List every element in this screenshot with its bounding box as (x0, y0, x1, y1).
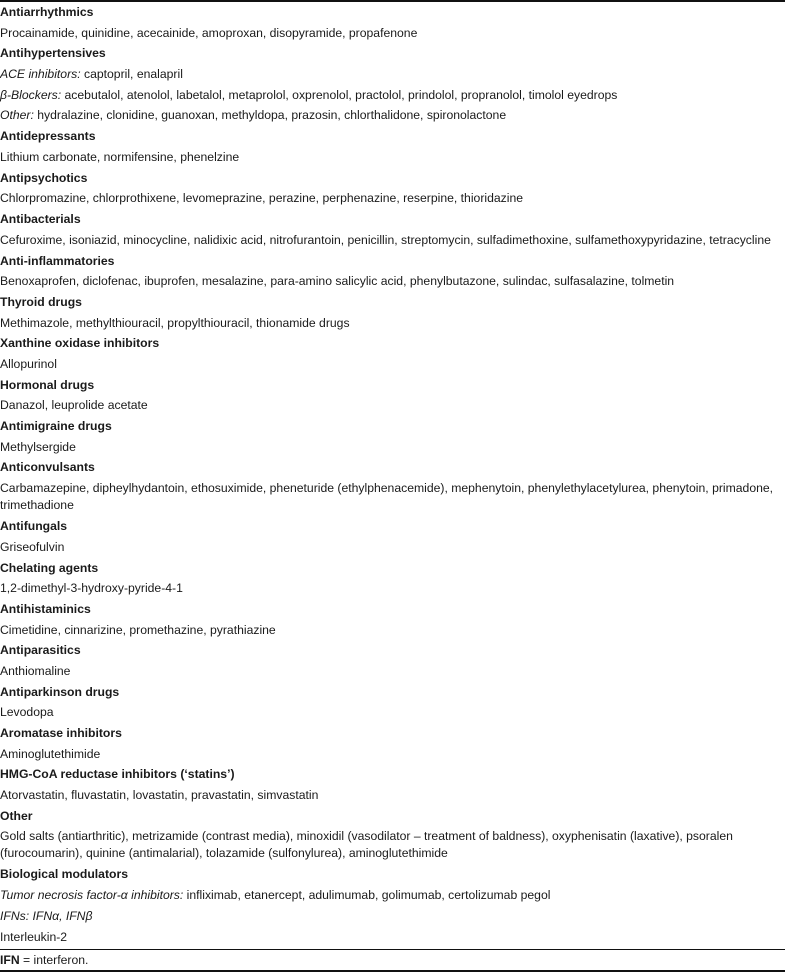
drug-list-row (0, 620, 785, 641)
drug-names: Methimazole, methylthiouracil, propylthiouracil, thionamide drugs (0, 315, 350, 330)
section-heading: Anti-inflammatories (0, 253, 115, 268)
drug-names: Procainamide, quinidine, acecainide, amoproxan, disopyramide, propafenone (0, 25, 418, 40)
drug-names: captopril, enalapril (80, 67, 183, 82)
drug-names: Interleukin-2 (0, 929, 68, 944)
drug-names: Atorvastatin, fluvastatin, lovastatin, pravastatin, simvastatin (0, 788, 319, 803)
drug-names: Methylsergide (0, 439, 76, 454)
section-heading: Antiparkinson drugs (0, 684, 120, 699)
drug-list-row (0, 927, 785, 948)
footnote-text: = interferon. (19, 953, 89, 968)
drug-names: hydralazine, clonidine, guanoxan, methyldopa, prazosin, chlorthalidone, spironolactone (33, 108, 507, 123)
section-heading: Antidepressants (0, 129, 96, 144)
section-heading: Antiparasitics (0, 643, 81, 658)
subcategory-label: β-Blockers: (0, 87, 62, 102)
section-heading: Hormonal drugs (0, 377, 95, 392)
section-heading: Antipsychotics (0, 170, 88, 185)
drug-names: Danazol, leuprolide acetate (0, 398, 148, 413)
drug-list-row (0, 105, 785, 126)
section-heading: Chelating agents (0, 560, 99, 575)
drug-list-row (0, 661, 785, 682)
section-heading: HMG-CoA reductase inhibitors (‘statins’) (0, 767, 235, 782)
drug-list-row (0, 271, 785, 292)
table-footnote (0, 949, 785, 972)
subcategory-label: Other: (0, 108, 34, 123)
drug-list-row (0, 85, 785, 106)
drug-names: Cefuroxime, isoniazid, minocycline, nalidixic acid, nitrofurantoin, penicillin, streptomycin, sulfadimethoxine, sulfamethoxypyridazine, tetracycline (0, 232, 771, 247)
subcategory-label: ACE inhibitors: (0, 67, 81, 82)
drug-list-row (0, 395, 785, 416)
drug-names: Chlorpromazine, chlorprothixene, levomeprazine, perazine, perphenazine, reserpine, thioridazine (0, 191, 524, 206)
section-heading: Xanthine oxidase inhibitors (0, 336, 160, 351)
drug-list-row (0, 478, 785, 516)
drug-names: Benoxaprofen, diclofenac, ibuprofen, mesalazine, para-amino salicylic acid, phenylbutazone, sulindac, sulfasalazine, tolmetin (0, 274, 675, 289)
subcategory-label: Tumor necrosis factor-α inhibitors: (0, 888, 184, 903)
section-heading: Antihistaminics (0, 601, 91, 616)
footnote-abbreviation: IFN (0, 953, 20, 968)
drug-list-row (0, 230, 785, 251)
drug-names: Lithium carbonate, normifensine, phenelzine (0, 149, 240, 164)
section-heading: Anticonvulsants (0, 460, 95, 475)
drug-list-row (0, 826, 785, 864)
section-heading: Antifungals (0, 519, 68, 534)
drug-names: acebutalol, atenolol, labetalol, metaprolol, oxprenolol, practolol, prindolol, propranolol, timolol eyedrops (61, 87, 618, 102)
section-heading: Biological modulators (0, 867, 128, 882)
subcategory-label: IFNs: IFNα, IFNβ (0, 908, 93, 923)
section-heading: Antimigraine drugs (0, 419, 112, 434)
drug-list-row (0, 64, 785, 85)
section-heading: Antihypertensives (0, 46, 106, 61)
drug-names: 1,2-dimethyl-3-hydroxy-pyride-4-1 (0, 581, 183, 596)
drug-list-row (0, 785, 785, 806)
drug-list-row (0, 23, 785, 44)
drug-list-row (0, 437, 785, 458)
section-heading: Other (0, 808, 33, 823)
drug-list-row (0, 188, 785, 209)
drug-names: infliximab, etanercept, adulimumab, golimumab, certolizumab pegol (183, 888, 551, 903)
drug-list-row (0, 578, 785, 599)
drug-list-row (0, 354, 785, 375)
drug-list-row (0, 702, 785, 723)
drug-list-row (0, 744, 785, 765)
section-heading: Antiarrhythmics (0, 5, 94, 19)
drug-list-row (0, 885, 785, 906)
drug-names: Griseofulvin (0, 539, 65, 554)
drug-names: Levodopa (0, 705, 54, 720)
drug-names: Anthiomaline (0, 663, 71, 678)
section-heading: Thyroid drugs (0, 294, 82, 309)
drug-names: Allopurinol (0, 357, 57, 371)
drug-list-row (0, 537, 785, 558)
drug-list-row (0, 906, 785, 927)
drug-list-row (0, 147, 785, 168)
drug-names: Gold salts (antiarthritic), metrizamide (contrast media), minoxidil (vasodilator – treatment of baldness), oxyphenisatin (laxative), psoralen (furocoumarin), quinine (antimalarial), tolazamide (sulfonylurea), aminoglutethimide (0, 829, 733, 861)
section-heading: Antibacterials (0, 211, 81, 226)
drug-list-row (0, 313, 785, 334)
drug-names: Aminoglutethimide (0, 746, 101, 761)
drug-names: Cimetidine, cinnarizine, promethazine, pyrathiazine (0, 622, 276, 637)
drug-names: Carbamazepine, dipheylhydantoin, ethosuximide, pheneturide (ethylphenacemide), mephenytoin, phenylethylacetylurea, phenytoin, primadone, trimethadione (0, 481, 774, 513)
section-heading: Aromatase inhibitors (0, 726, 122, 740)
